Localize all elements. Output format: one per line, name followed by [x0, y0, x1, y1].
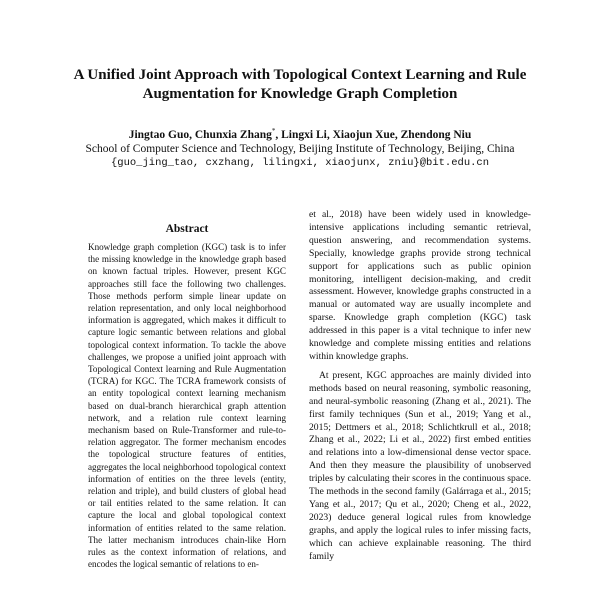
author-emails: {guo_jing_tao, cxzhang, lilingxi, xiaojunx, zniu}@bit.edu.cn: [110, 156, 490, 169]
abstract-text: Knowledge graph completion (KGC) task is to infer the missing knowledge in the knowledge graph based on known factual triples. However, present KGC approaches still face the following two challenges. Those methods perform simple linear update on relation representation, and only local neighborhood information is aggregated, which makes it difficult to capture logic semantic between relations and global topological context information. To tackle the above challenges, we propose a unified joint approach with Topological Context learning and Rule Augmentation (TCRA) for KGC. The TCRA framework consists of an entity topological context learning mechanism based on dual-branch hierarchical graph attention network, and a relation rule context learning mechanism based on Rule-Transformer and rule-to-relation aggregator. The former mechanism encodes the topological structure features of entities, aggregates the local neighborhood topological context information of entities on the three levels (entity, relation and triple), and build clusters of global head or tail entities related to the same relation. It can capture the local and global topological context information of entities related to the same relation. The latter mechanism introduces chain-like Horn rules as the context information of relations, and encodes the logical semantic of relations to en-: [88, 242, 286, 570]
intro-paragraph-1: et al., 2018) have been widely used in knowledge-intensive applications including semantic retrieval, question answering, and recommendation systems. Specially, knowledge graphs provide strong technical support for applications such as public opinion monitoring, intelligent decision-making, and credit assessment. However, knowledge graphs constructed in a manual or automated way are usually incomplete and sparse. Knowledge graph completion (KGC) task addressed in this paper is a vital technique to infer new knowledge and complete missing entities and relations within knowledge graphs.: [309, 209, 531, 362]
abstract-heading: Abstract: [165, 223, 209, 235]
title-line-2: Augmentation for Knowledge Graph Completion: [142, 86, 458, 102]
affiliation: School of Computer Science and Technology, Beijing Institute of Technology, Beijing, China: [85, 142, 515, 155]
intro-paragraph-2: At present, KGC approaches are mainly divided into methods based on neural reasoning, symbolic reasoning, and neural-symbolic reasoning (Zhang et al., 2021). The first family techniques (Sun et al., 2019; Yang et al., 2015; Dettmers et al., 2018; Schlichtkrull et al., 2018; Zhang et al., 2022; Li et al., 2022) first embed entities and relations into a low-dimensional dense vector space. And then they measure the plausibility of unobserved triples by calculating their scores in the continuous space. The methods in the second family (Galárraga et al., 2015; Yang et al., 2017; Qu et al., 2020; Cheng et al., 2022, 2023) deduce general logical rules from knowledge graphs, and apply the logical rules to infer missing facts, which can achieve explainable reasoning. The third family: [309, 369, 531, 562]
right-column: [309, 209, 531, 569]
author-names: [40, 124, 560, 142]
left-column: [88, 222, 286, 570]
paper-title: [60, 66, 540, 104]
title-line-1: A Unified Joint Approach with Topological Context Learning and Rule: [73, 67, 527, 83]
author-block: [40, 124, 560, 170]
authors-rest: , Lingxi Li, Xiaojun Xue, Zhendong Niu: [275, 128, 472, 141]
authors-first: Jingtao Guo, Chunxia Zhang: [128, 128, 272, 141]
corresponding-author-mark: *: [271, 127, 276, 135]
